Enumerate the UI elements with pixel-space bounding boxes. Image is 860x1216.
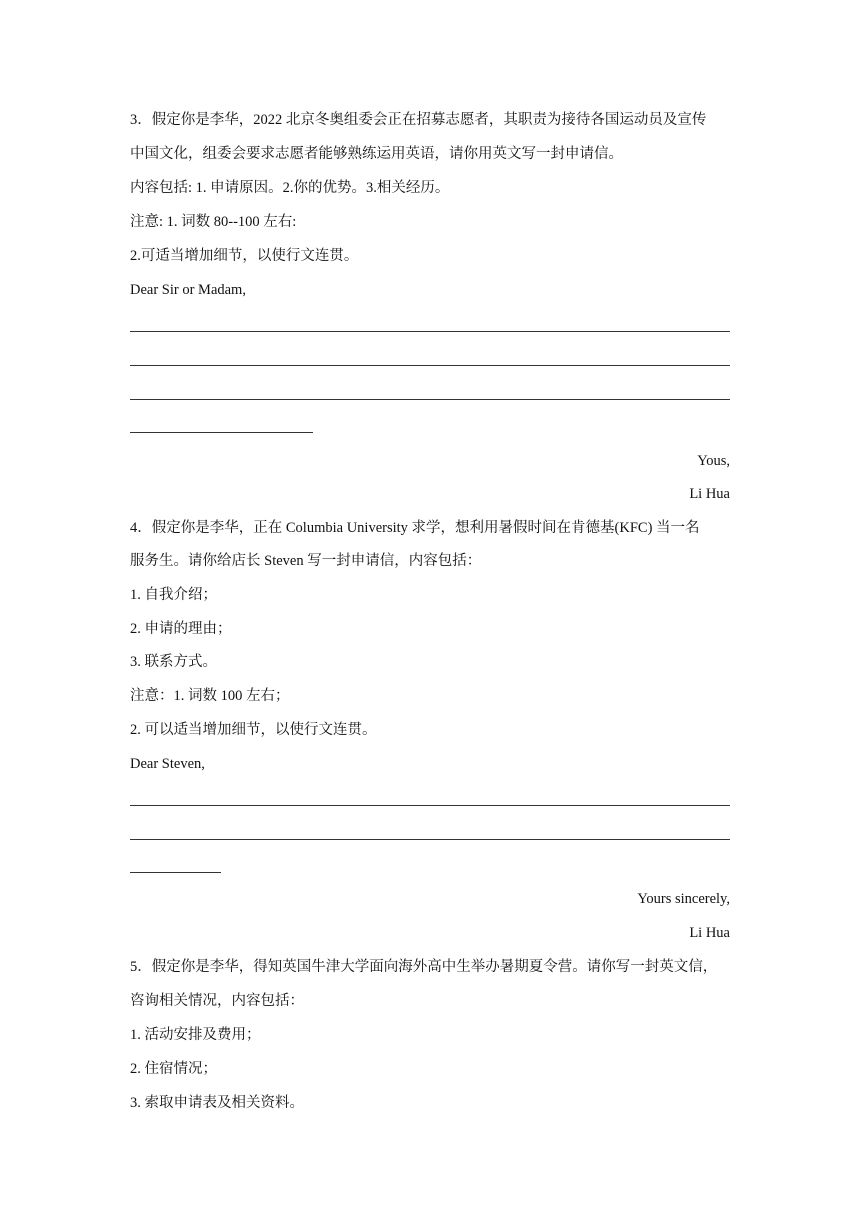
q3-writing-line-4 [130,432,313,433]
q4-greeting: Dear Steven, [130,756,205,772]
q4-note-1: 注意：1. 词数 100 左右； [130,688,290,704]
q4-item-2: 2. 申请的理由； [130,621,232,637]
q4-item-3: 3. 联系方式。 [130,654,217,670]
q3-note-1: 注意: 1. 词数 80--100 左右: [130,214,297,230]
q5-item-3: 3. 索取申请表及相关资料。 [130,1095,304,1111]
q4-writing-line-2 [130,839,730,840]
q3-signature: Li Hua [689,486,730,502]
q3-writing-line-3 [130,399,730,400]
q3-content-requirements: 内容包括: 1. 申请原因。2.你的优势。3.相关经历。 [130,180,450,196]
q3-prompt-line-1: 3．假定你是李华，2022 北京冬奥组委会正在招募志愿者，其职责为接待各国运动员及宣传 [130,112,707,128]
q4-item-1: 1. 自我介绍； [130,587,217,603]
q3-note-2: 2.可适当增加细节，以使行文连贯。 [130,248,359,264]
q5-item-2: 2. 住宿情况； [130,1061,217,1077]
q4-prompt-line-1: 4．假定你是李华，正在 Columbia University 求学，想利用暑假时间在肯德基(KFC) 当一名 [130,520,700,536]
q5-prompt-line-1: 5．假定你是李华，得知英国牛津大学面向海外高中生举办暑期夏令营。请你写一封英文信， [130,959,718,975]
q5-item-1: 1. 活动安排及费用； [130,1027,261,1043]
q4-writing-line-1 [130,805,730,806]
q5-prompt-line-2: 咨询相关情况，内容包括： [130,993,304,1009]
q4-writing-line-3 [130,872,221,873]
q4-closing: Yours sincerely, [637,891,730,907]
q4-signature: Li Hua [689,925,730,941]
q3-writing-line-1 [130,331,730,332]
q4-prompt-line-2: 服务生。请你给店长 Steven 写一封申请信，内容包括： [130,553,482,569]
q3-writing-line-2 [130,365,730,366]
q3-closing: Yous, [697,453,730,469]
q3-prompt-line-2: 中国文化，组委会要求志愿者能够熟练运用英语，请你用英文写一封申请信。 [130,146,623,162]
q4-note-2: 2. 可以适当增加细节，以使行文连贯。 [130,722,377,738]
q3-greeting: Dear Sir or Madam, [130,282,246,298]
